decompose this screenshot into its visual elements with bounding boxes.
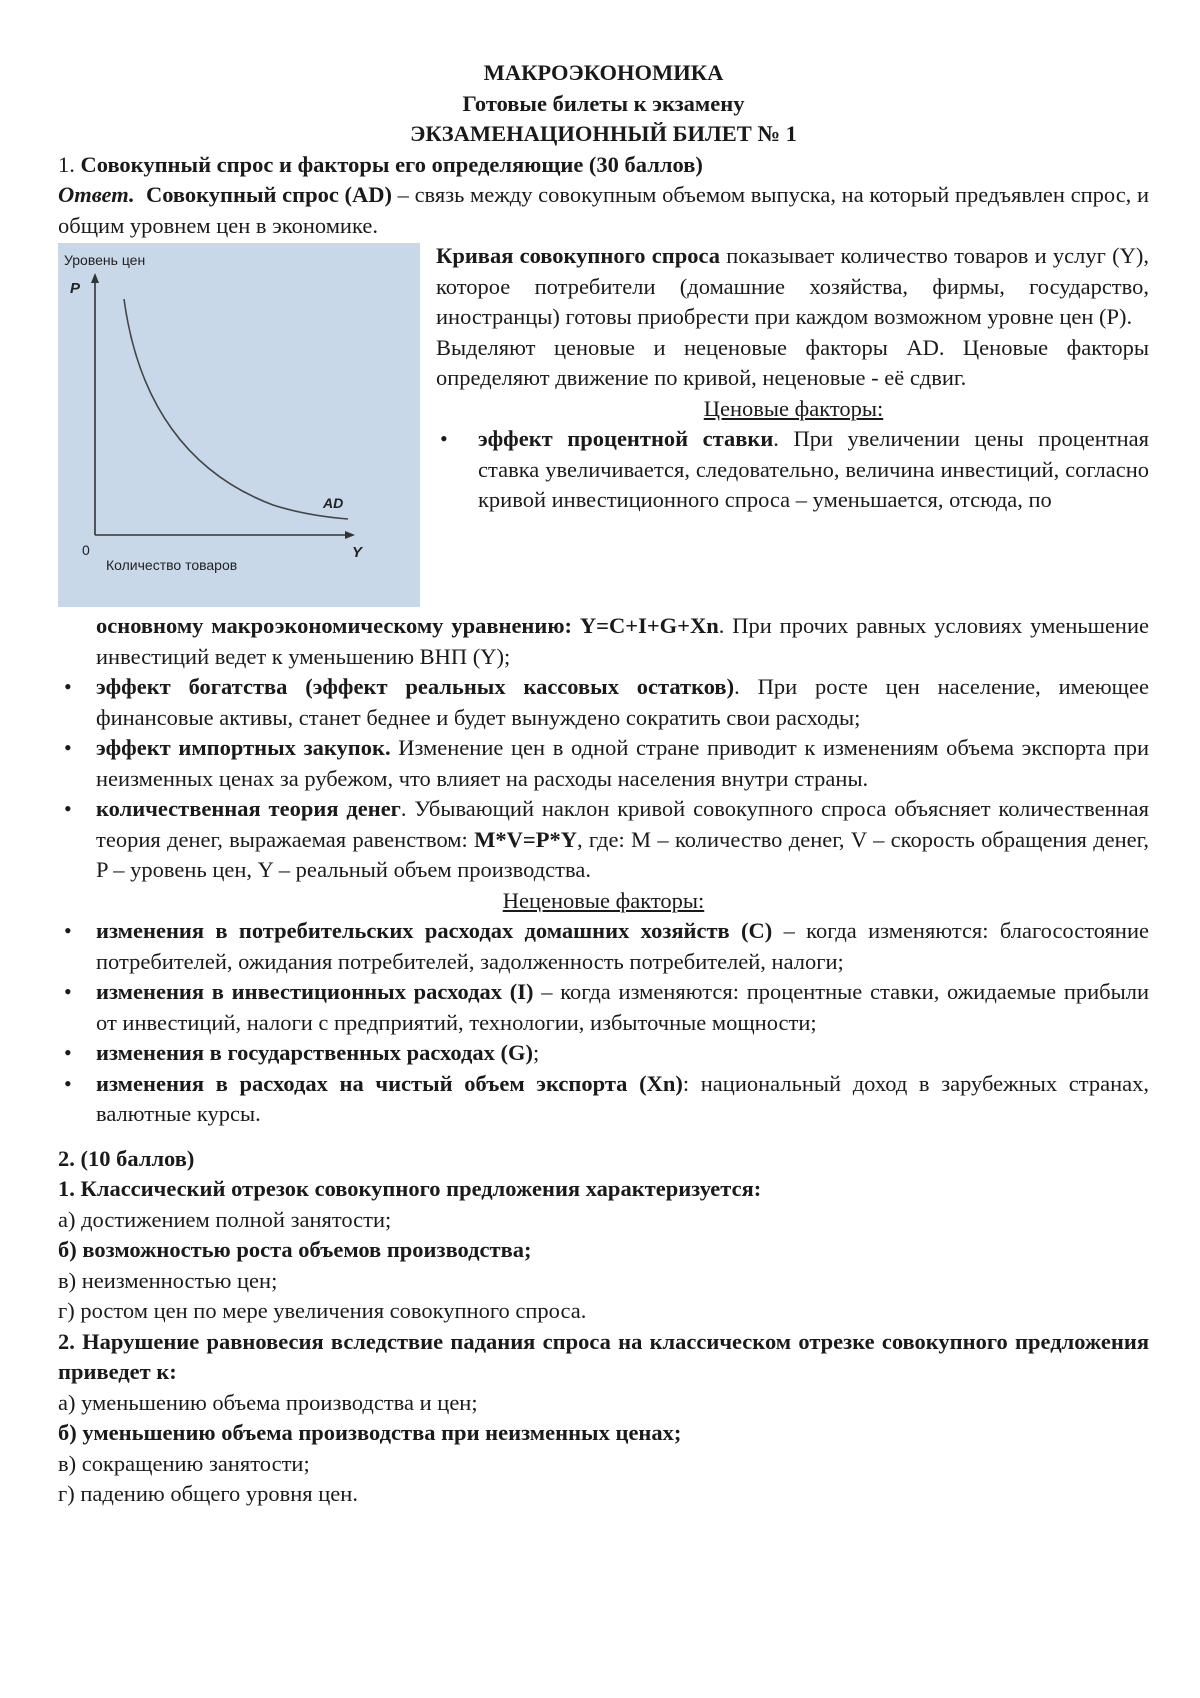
factor-term: эффект богатства (эффект реальных кассовых остатков) — [96, 674, 735, 699]
test-question — [58, 1327, 1149, 1510]
answer-option: г) ростом цен по мере увеличения совокупного спроса. — [58, 1298, 587, 1323]
factor-term: эффект процентной ставки — [478, 426, 774, 451]
price-factor-item — [58, 794, 1149, 886]
factor-term: изменения в государственных расходах (G) — [96, 1040, 534, 1065]
question-number: 1. — [58, 151, 75, 177]
ad-curve-text: показывает количество товаров и услуг (Y), которое потребители (домашние хозяйства, фирмы, государство, иностранцы) готовы приобрести при каждом возможном уровне цен (P). — [436, 243, 1149, 329]
bullet-icon: • — [64, 1070, 72, 1096]
factor-text: . При росте цен население, имеющее финансовые активы, станет беднее и будет вынуждено сократить свои расходы; — [96, 674, 1149, 730]
factor-term: изменения в потребительских расходах домашних хозяйств (C) — [96, 918, 773, 943]
ad-curve-term: Кривая совокупного спроса — [436, 243, 720, 268]
test-question-text: 2. Нарушение равновесия вследствие падания спроса на классическом отрезке совокупного предложения приведет к: — [58, 1328, 1149, 1384]
factor-text: – когда изменяются: процентные ставки, ожидаемые прибыли от инвестиций, налоги с предприятий, технологии, избыточные мощности; — [96, 979, 1149, 1035]
factor-text: Изменение цен в одной стране приводит к изменениям объема экспорта при неизменных ценах за рубежом, что влияет на расходы населения внутри страны. — [96, 735, 1149, 791]
curve-label: AD — [323, 495, 344, 511]
subtitle: Готовые билеты к экзамену — [462, 90, 745, 116]
answer-option: в) неизменностью цен; — [58, 1267, 278, 1293]
price-factor-item — [58, 672, 1149, 733]
subject-title: МАКРОЭКОНОМИКА — [483, 60, 724, 85]
bullet-icon: • — [64, 674, 72, 699]
price-factors-heading: Ценовые факторы: — [703, 395, 884, 421]
nonprice-factor-item — [58, 1069, 1149, 1130]
factor-text: . Убывающий наклон кривой совокупного спроса объясняет количественная теория денег, выражаемая равенством: — [96, 796, 1149, 852]
factor-text: : национальный доход в зарубежных странах, валютные курсы. — [96, 1070, 1149, 1126]
x-axis-label: Y — [352, 544, 363, 561]
factor-term-secondary: M*V=P*Y — [474, 826, 577, 852]
bullet-icon: • — [64, 979, 72, 1004]
bullet-icon: • — [64, 735, 72, 760]
answer-label: Ответ. — [58, 182, 135, 207]
nonprice-factors-heading: Неценовые факторы: — [502, 887, 705, 913]
question-1-title — [58, 150, 1149, 181]
bullet-icon: • — [440, 426, 448, 451]
y-axis-arrow-icon — [91, 273, 99, 283]
factor-term: количественная теория денег — [96, 796, 401, 821]
factor-term: изменения в инвестиционных расходах (I) — [96, 979, 534, 1004]
origin-label: 0 — [82, 542, 90, 558]
bullet-icon: • — [64, 1040, 72, 1065]
y-axis-label: P — [70, 280, 81, 297]
answer-option-correct: б) уменьшению объема производства при неизменных ценах; — [58, 1420, 682, 1445]
answer-option-correct: б) возможностью роста объемов производства; — [58, 1237, 532, 1262]
bullet-icon: • — [64, 796, 72, 821]
answer-intro — [58, 180, 1149, 241]
question-text: Совокупный спрос и факторы его определяющие (30 баллов) — [80, 151, 703, 177]
answer-option: г) падению общего уровня цен. — [58, 1481, 358, 1506]
factor-text: – когда изменяются: благосостояние потребителей, ожидания потребителей, задолженность потребителей, налоги; — [96, 918, 1149, 974]
x-axis-arrow-icon — [345, 531, 355, 539]
price-factor-text-part1 — [478, 424, 1149, 516]
test-question — [58, 1174, 1149, 1327]
document-page — [58, 58, 1149, 1510]
answer-term: Совокупный спрос (AD) — [145, 182, 392, 207]
test-question-text: 1. Классический отрезок совокупного предложения характеризуется: — [58, 1176, 762, 1201]
factor-term-secondary: основному макроэкономическому уравнению: Y=C+I+G+Xn — [96, 613, 719, 638]
factor-text: . При увеличении цены процентная ставка увеличивается, следовательно, величина инвестиций, согласно кривой инвестиционного спроса – уменьшается, отсюда, по — [478, 426, 1149, 512]
factor-text-secondary: , где: M – количество денег, V – скорость обращения денег, P – уровень цен, Y – реальный объем производства. — [96, 826, 1149, 882]
factor-term: изменения в расходах на чистый объем экспорта (Xn) — [96, 1070, 683, 1096]
price-factor-item — [58, 733, 1149, 794]
nonprice-factor-item — [58, 916, 1149, 977]
x-axis-title: Количество товаров — [106, 557, 238, 573]
bullet-icon: • — [64, 918, 72, 943]
price-factor-item — [58, 424, 1149, 516]
answer-option: в) сокращению занятости; — [58, 1450, 310, 1476]
question-2-heading: 2. (10 баллов) — [58, 1145, 195, 1171]
answer-option: а) достижением полной занятости; — [58, 1206, 392, 1232]
answer-text: – связь между совокупным объемом выпуска, на который предъявлен спрос, и общим уровнем цен в экономике. — [58, 182, 1150, 238]
price-factor-text-part2 — [58, 611, 1149, 672]
nonprice-factor-item — [58, 1038, 1149, 1069]
nonprice-factors-list — [58, 916, 1149, 1130]
nonprice-factor-item — [58, 977, 1149, 1038]
factor-text: ; — [533, 1040, 540, 1065]
y-axis-title: Уровень цен — [64, 252, 146, 268]
factors-intro-paragraph: Выделяют ценовые и неценовые факторы AD. Ценовые факторы определяют движение по кривой, неценовые - её сдвиг. — [436, 334, 1149, 390]
price-factors-list — [58, 672, 1149, 886]
factor-text-secondary: . При прочих равных условиях уменьшение инвестиций ведет к уменьшению ВНП (Y); — [96, 613, 1149, 669]
factor-term: эффект импортных закупок. — [96, 735, 391, 760]
ticket-title: ЭКЗАМЕНАЦИОННЫЙ БИЛЕТ № 1 — [410, 121, 797, 146]
answer-option: а) уменьшению объема производства и цен; — [58, 1389, 478, 1415]
section-gap — [58, 1130, 1149, 1144]
